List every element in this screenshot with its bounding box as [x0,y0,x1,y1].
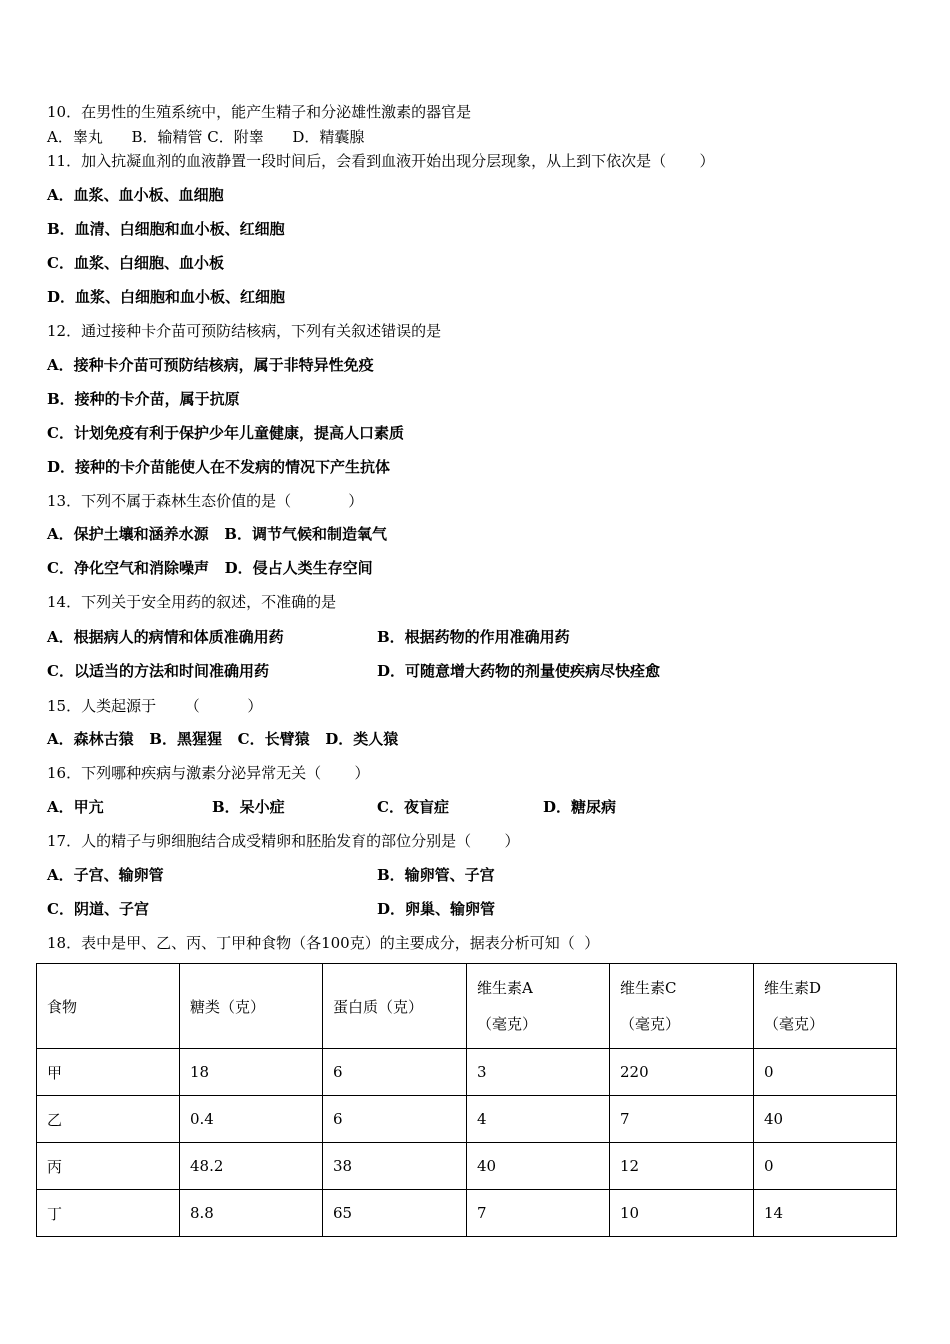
q16-option-c: C．夜盲症 [377,798,449,816]
q14-option-d: D．可随意增大药物的剂量使疾病尽快痊愈 [377,662,661,680]
q14-stem: 14．下列关于安全用药的叙述，不准确的是 [47,593,337,611]
table-row [37,1190,897,1237]
table-cell: 0 [754,1143,897,1190]
q17-stem: 17．人的精子与卵细胞结合成受精卵和胚胎发育的部位分别是（ ） [47,832,520,850]
table-cell: 6 [323,1049,467,1096]
q16-stem: 16．下列哪种疾病与激素分泌异常无关（ ） [47,764,370,782]
q12-option-a: A．接种卡介苗可预防结核病，属于非特异性免疫 [47,356,374,374]
header-protein: 蛋白质（克） [323,964,467,1049]
q17-option-c: C．阴道、子宫 [47,900,149,918]
table-cell: 丙 [37,1143,180,1190]
q11-option-d: D．血浆、白细胞和血小板、红细胞 [47,288,286,306]
q10-options: A．睾丸 B．输精管 C．附睾 D．精囊腺 [47,128,365,146]
table-cell: 18 [180,1049,323,1096]
table-cell: 丁 [37,1190,180,1237]
table-cell: 40 [754,1096,897,1143]
q12-option-c: C．计划免疫有利于保护少年儿童健康，提高人口素质 [47,424,404,442]
table-cell: 8.8 [180,1190,323,1237]
table-row [37,1143,897,1190]
q11-option-a: A．血浆、血小板、血细胞 [47,186,224,204]
table-cell: 甲 [37,1049,180,1096]
q16-option-b: B．呆小症 [212,798,285,816]
q12-option-d: D．接种的卡介苗能使人在不发病的情况下产生抗体 [47,458,391,476]
table-cell: 14 [754,1190,897,1237]
q11-option-c: C．血浆、白细胞、血小板 [47,254,224,272]
table-cell: 40 [467,1143,610,1190]
q13-options-ab: A．保护土壤和涵养水源 B．调节气候和制造氧气 [47,525,387,543]
table-cell: 48.2 [180,1143,323,1190]
nutrition-table [36,963,897,1237]
q15-options: A．森林古猿 B．黑猩猩 C．长臂猿 D．类人猿 [47,730,399,748]
table-cell: 65 [323,1190,467,1237]
q11-stem: 11．加入抗凝血剂的血液静置一段时间后，会看到血液开始出现分层现象，从上到下依次是（ ） [47,152,715,170]
q17-option-d: D．卵巢、输卵管 [377,900,496,918]
table-cell: 乙 [37,1096,180,1143]
header-vitamin-d: 维生素D （毫克） [754,964,897,1049]
table-cell: 12 [610,1143,754,1190]
q11-option-b: B．血清、白细胞和血小板、红细胞 [47,220,285,238]
q12-option-b: B．接种的卡介苗，属于抗原 [47,390,240,408]
q12-stem: 12．通过接种卡介苗可预防结核病，下列有关叙述错误的是 [47,322,442,340]
q13-stem: 13．下列不属于森林生态价值的是（ ） [47,492,364,510]
q14-option-b: B．根据药物的作用准确用药 [377,628,570,646]
q15-stem: 15．人类起源于 （ ） [47,697,263,715]
table-cell: 4 [467,1096,610,1143]
table-cell: 10 [610,1190,754,1237]
table-header-row [37,964,897,1049]
table-cell: 220 [610,1049,754,1096]
table-cell: 7 [610,1096,754,1143]
header-vitamin-a: 维生素A （毫克） [467,964,610,1049]
header-sugar: 糖类（克） [180,964,323,1049]
table-cell: 0 [754,1049,897,1096]
q14-option-a: A．根据病人的病情和体质准确用药 [47,628,284,646]
header-vitamin-c: 维生素C （毫克） [610,964,754,1049]
table-cell: 6 [323,1096,467,1143]
table-cell: 38 [323,1143,467,1190]
q16-option-d: D．糖尿病 [543,798,617,816]
q10-stem: 10．在男性的生殖系统中，能产生精子和分泌雄性激素的器官是 [47,103,472,121]
q16-option-a: A．甲亢 [47,798,104,816]
q17-option-b: B．输卵管、子宫 [377,866,495,884]
q17-option-a: A．子宫、输卵管 [47,866,164,884]
table-row [37,1096,897,1143]
table-cell: 3 [467,1049,610,1096]
table-row [37,1049,897,1096]
q13-options-cd: C．净化空气和消除噪声 D．侵占人类生存空间 [47,559,373,577]
q14-option-c: C．以适当的方法和时间准确用药 [47,662,269,680]
table-cell: 7 [467,1190,610,1237]
table-cell: 0.4 [180,1096,323,1143]
q18-stem: 18．表中是甲、乙、丙、丁甲种食物（各100克）的主要成分，据表分析可知（ ） [47,934,600,952]
header-food: 食物 [37,964,180,1049]
